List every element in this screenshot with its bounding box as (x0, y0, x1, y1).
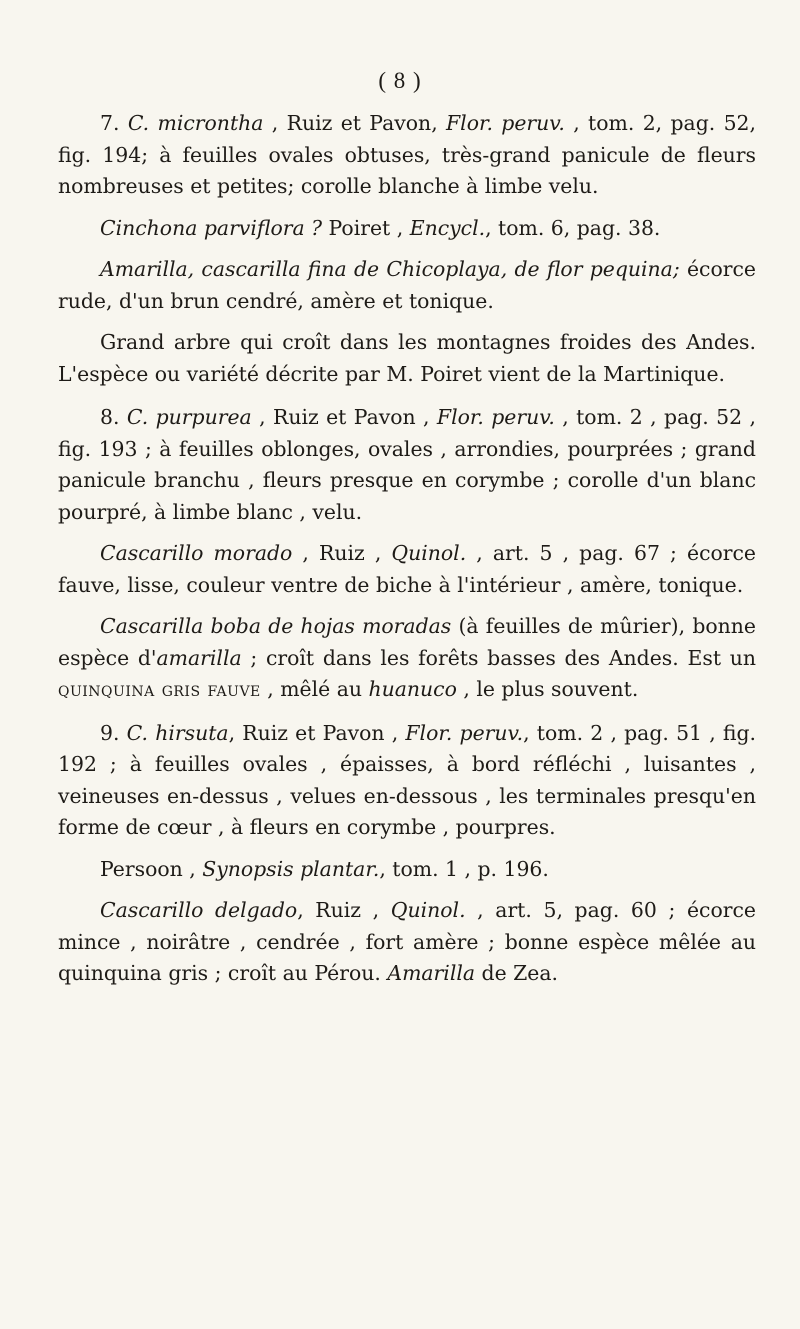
text-run: , le plus souvent. (456, 677, 639, 701)
entry-number: 7. (100, 111, 128, 135)
entry-8 (58, 402, 756, 528)
entry-number: 8. (100, 405, 127, 429)
text-run: , Ruiz et Pavon, (263, 111, 447, 135)
synonym-cascarillo-morado (58, 538, 756, 601)
text-run: , tom. 2 , pag. 51 , fig. 192 ; à feuilles ovales , épaisses, à bord réfléchi , luisantes , veineuses en-dessus , velues en-dessous , les terminales presqu'en forme de cœur , à fleurs en corymbe , pourpres. (58, 720, 757, 839)
entry-9 (58, 718, 756, 844)
reference-title: Encycl. (409, 215, 486, 240)
text-run: , mêlé au (260, 677, 369, 701)
vernacular-name: Amarilla (387, 961, 476, 985)
species-name: Cascarillo morado (100, 541, 293, 565)
text-run: (à feuilles de mûrier), bonne espèce d' (58, 614, 756, 670)
species-name: C. hirsuta (126, 720, 229, 745)
vernacular-name: Amarilla, cascarilla fina de Chicoplaya, de flor pequina; (100, 257, 680, 281)
species-name: Cascarillo delgado (100, 898, 298, 922)
species-name: C. microntha (127, 111, 264, 135)
entry-7 (58, 108, 756, 203)
text-run: , art. 5 , pag. 67 ; écorce fauve, lisse, couleur ventre de biche à l'intérieur , amère, tonique. (58, 541, 756, 597)
reference-title: Flor. peruv. (405, 720, 524, 745)
page-number: ( 8 ) (378, 68, 422, 93)
entry-number: 9. (100, 720, 127, 745)
vernacular-name: amarilla (156, 645, 242, 670)
reference-persoon (58, 854, 756, 886)
text-run: ; croît dans les forêts basses des Andes. Est un (241, 645, 756, 670)
text-run: , art. 5, pag. 60 ; écorce mince , noirâtre , cendrée , fort amère ; bonne espèce mêlée au quinquina gris ; croît au Pérou. (58, 898, 756, 985)
small-caps-term: quinquina gris fauve (58, 677, 261, 701)
species-name: Cascarilla boba de hojas moradas (100, 614, 452, 638)
text-run: écorce rude, d'un brun cendré, amère et tonique. (58, 257, 756, 313)
reference-title: Quinol. (390, 898, 466, 922)
text-run: , tom. 1 , p. 196. (379, 856, 549, 881)
reference-title: Flor. peruv. (446, 111, 565, 135)
text-run: , tom. 6, pag. 38. (485, 215, 661, 240)
vernacular-name: huanuco (368, 677, 457, 701)
text-run: Poiret , (322, 215, 410, 240)
text-run: Persoon , (100, 856, 203, 881)
text-run: , tom. 2 , pag. 52 , fig. 193 ; à feuilles oblonges, ovales , arrondies, pourprées ; grand panicule branchu , fleurs presque en corymbe ; corolle d'un blanc pourpré, à limbe blanc , velu. (58, 405, 756, 524)
page-body (58, 108, 756, 1002)
habitat-note: Grand arbre qui croît dans les montagnes froides des Andes. L'espèce ou variété décrite par M. Poiret vient de la Martinique. (58, 330, 756, 386)
text-run: , Ruiz , (297, 898, 391, 922)
reference-title: Synopsis plantar. (202, 856, 380, 881)
text-run: , Ruiz , (292, 541, 392, 565)
text-run: , Ruiz et Pavon , (251, 405, 437, 429)
synonym-cascarilla-boba (58, 611, 756, 706)
text-run: de Zea. (475, 961, 558, 985)
text-run: , tom. 2, pag. 52, fig. 194; à feuilles ovales obtuses, très-grand panicule de fleurs nombreuses et petites; corolle blanche à limbe velu. (58, 111, 757, 198)
synonym-cascarillo-delgado (58, 895, 756, 990)
species-name: Cinchona parviflora ? (100, 215, 323, 240)
synonym-cinchona-parviflora (58, 213, 756, 245)
species-name: C. purpurea (126, 405, 252, 429)
text-run: , Ruiz et Pavon , (228, 720, 406, 745)
reference-title: Quinol. (391, 541, 467, 565)
vernacular-amarilla (58, 254, 756, 317)
reference-title: Flor. peruv. (436, 405, 555, 429)
